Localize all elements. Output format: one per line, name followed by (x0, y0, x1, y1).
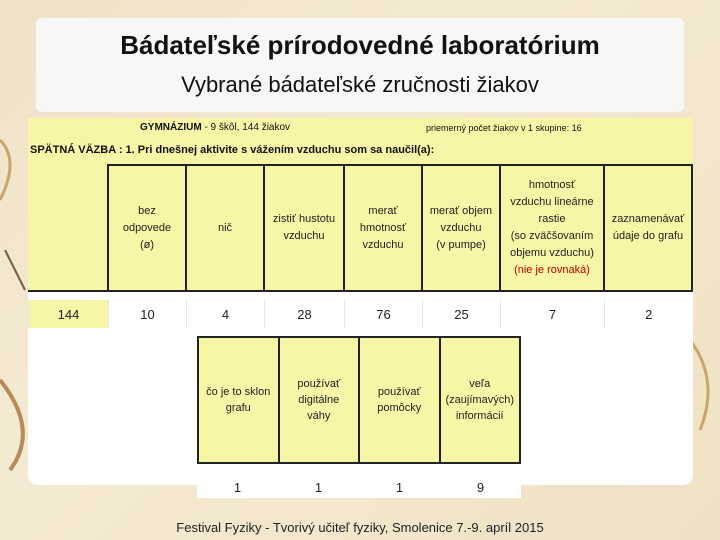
answer-count: 4 (187, 300, 265, 328)
answer-header: merať objem vzduchu (v pumpe) (422, 165, 500, 291)
answers-counts-1 (28, 300, 693, 328)
answer-header-text: hmotnosť vzduchu lineárne rastie (so zväčšovaním objemu vzduchu) (510, 179, 594, 259)
answer-count: 1 (359, 476, 440, 498)
answer-count: 7 (501, 300, 605, 328)
feedback-question: SPÄTNÁ VÄZBA : 1. Pri dnešnej aktivite s vážením vzduchu som sa naučil(a): (30, 144, 435, 156)
answer-count: 1 (278, 476, 359, 498)
answer-count: 9 (440, 476, 521, 498)
slide-title: Bádateľské prírodovedné laboratórium (120, 30, 600, 60)
answer-header: zaznamenávať údaje do grafu (604, 165, 692, 291)
slide-subtitle: Vybrané bádateľské zručnosti žiakov (181, 72, 539, 97)
answers-table-2 (197, 336, 521, 464)
answer-header: zistiť hustotu vzduchu (264, 165, 344, 291)
slide-footer: Festival Fyziky - Tvorivý učiteľ fyziky, Smolenice 7.-9. apríl 2015 (176, 520, 544, 535)
answer-count: 2 (605, 300, 693, 328)
empty-cell (28, 165, 108, 291)
answer-count: 28 (265, 300, 345, 328)
answers-table-1 (28, 164, 693, 292)
total-students: 144 (29, 300, 109, 328)
answer-count: 1 (197, 476, 278, 498)
answer-header: používať digitálne váhy (279, 337, 360, 463)
answer-header-note: (nie je rovnaká) (514, 264, 590, 276)
answer-count: 76 (345, 300, 423, 328)
answer-header: merať hmotnosť vzduchu (344, 165, 422, 291)
answer-header-linear (500, 165, 604, 291)
answer-header: čo je to sklon grafu (198, 337, 279, 463)
answers-counts-2 (197, 476, 521, 498)
average-group-size: priemerný počet žiakov v 1 skupine: 16 (426, 123, 582, 133)
answer-header: bez odpovede (ø) (108, 165, 186, 291)
school-name: GYMNÁZIUM (140, 122, 202, 133)
answer-header: nič (186, 165, 264, 291)
answer-count: 10 (109, 300, 187, 328)
answer-count: 25 (423, 300, 501, 328)
answer-header: používať pomôcky (359, 337, 440, 463)
school-stats: - 9 škôl, 144 žiakov (201, 122, 291, 133)
survey-banner (28, 118, 693, 164)
school-summary (140, 122, 290, 133)
answer-header: veľa (zaujímavých) informácií (440, 337, 521, 463)
